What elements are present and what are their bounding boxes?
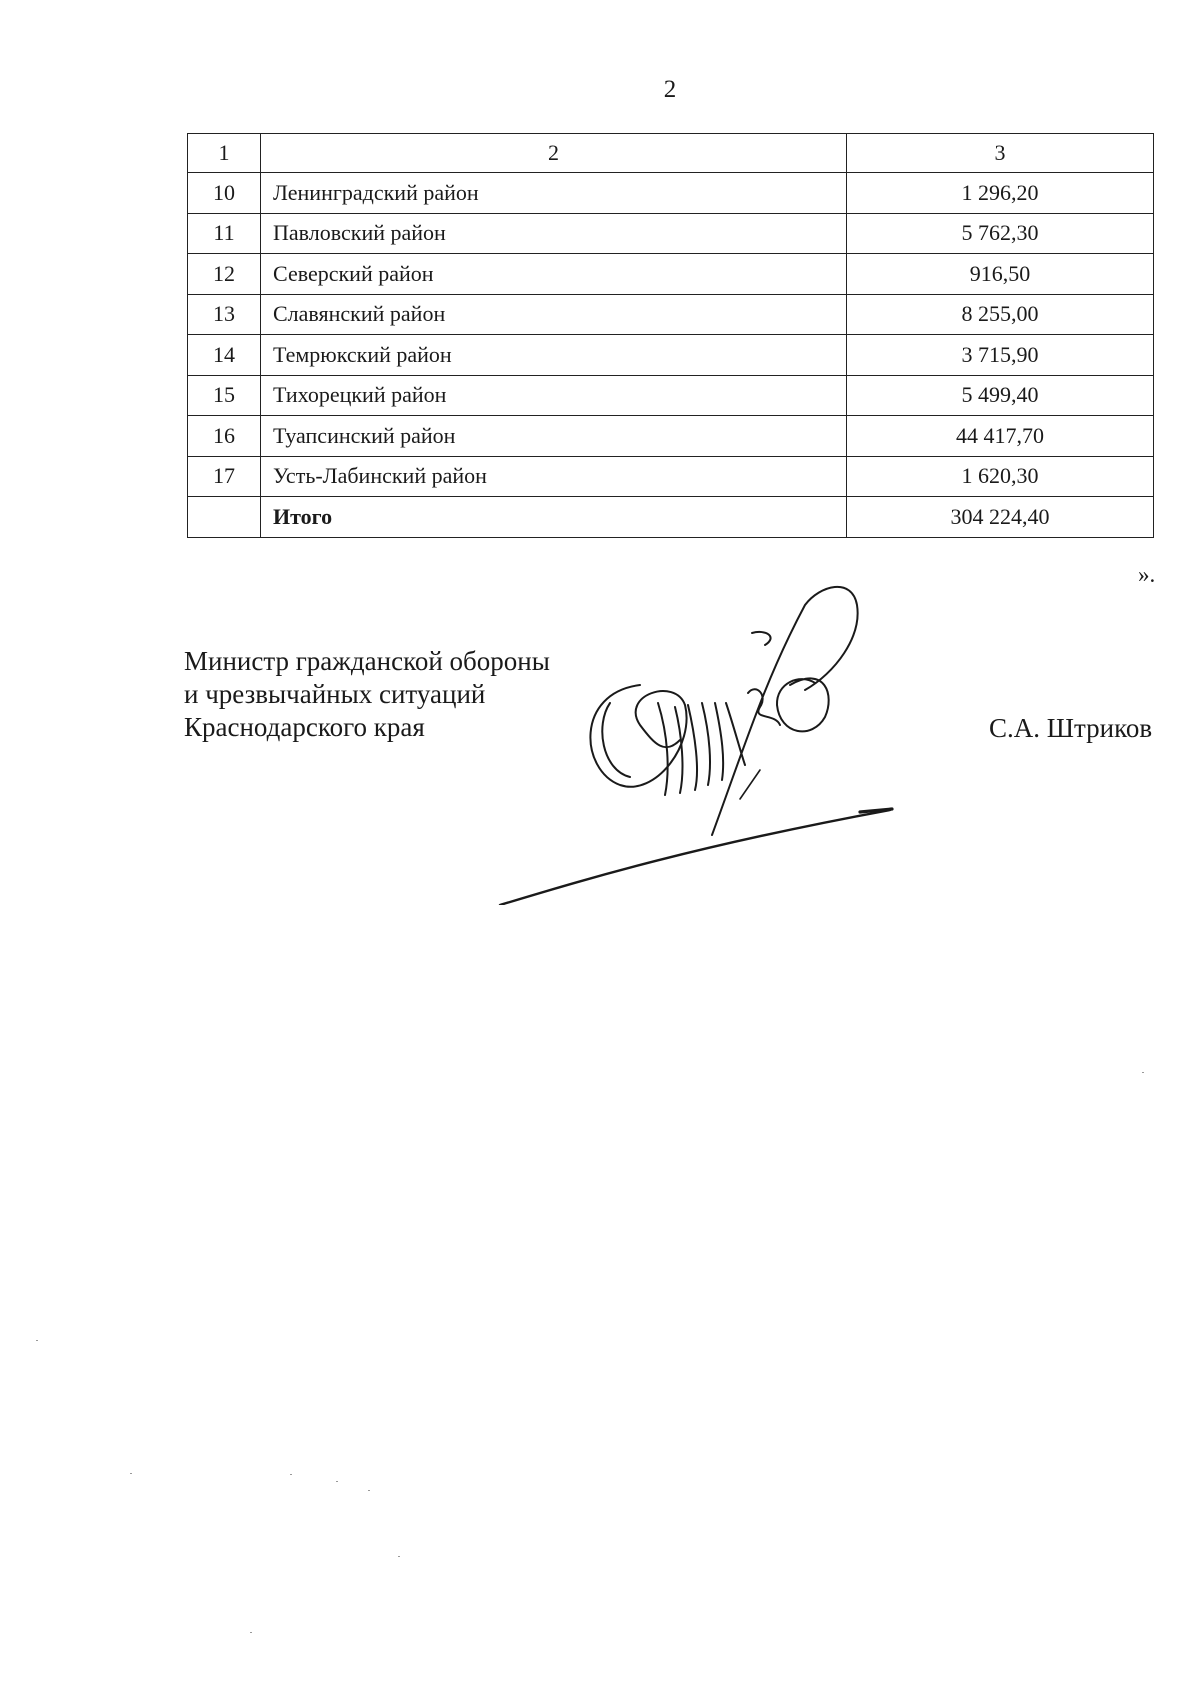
table-row xyxy=(188,375,1154,416)
scan-speck xyxy=(368,1490,370,1491)
data-table xyxy=(187,133,1154,538)
row-number: 15 xyxy=(188,375,261,416)
amount-value: 8 255,00 xyxy=(847,294,1154,335)
table-row xyxy=(188,213,1154,254)
total-label: Итого xyxy=(261,497,847,538)
total-number xyxy=(188,497,261,538)
table-header-cell: 1 xyxy=(188,134,261,173)
row-number: 11 xyxy=(188,213,261,254)
district-name: Северский район xyxy=(261,254,847,295)
amount-value: 5 762,30 xyxy=(847,213,1154,254)
row-number: 10 xyxy=(188,173,261,214)
scan-speck xyxy=(290,1474,292,1475)
scan-speck xyxy=(36,1340,38,1341)
table-row xyxy=(188,294,1154,335)
district-name: Усть-Лабинский район xyxy=(261,456,847,497)
district-name: Темрюкский район xyxy=(261,335,847,376)
amount-value: 1 296,20 xyxy=(847,173,1154,214)
table-header-row xyxy=(188,134,1154,173)
amount-value: 3 715,90 xyxy=(847,335,1154,376)
district-name: Ленинградский район xyxy=(261,173,847,214)
district-name: Туапсинский район xyxy=(261,416,847,457)
total-row xyxy=(188,497,1154,538)
row-number: 13 xyxy=(188,294,261,335)
table-row xyxy=(188,456,1154,497)
scan-speck xyxy=(250,1632,252,1633)
handwritten-signature xyxy=(490,585,910,905)
amount-value: 5 499,40 xyxy=(847,375,1154,416)
row-number: 12 xyxy=(188,254,261,295)
position-line: и чрезвычайных ситуаций xyxy=(184,679,486,709)
scan-speck xyxy=(398,1556,400,1557)
district-name: Павловский район xyxy=(261,213,847,254)
total-value: 304 224,40 xyxy=(847,497,1154,538)
row-number: 17 xyxy=(188,456,261,497)
table-row xyxy=(188,254,1154,295)
position-line: Министр гражданской обороны xyxy=(184,646,550,676)
page-number: 2 xyxy=(663,76,677,103)
closing-quote: ». xyxy=(1138,562,1156,587)
amount-value: 916,50 xyxy=(847,254,1154,295)
district-name: Славянский район xyxy=(261,294,847,335)
table-row xyxy=(188,173,1154,214)
position-line: Краснодарского края xyxy=(184,712,425,742)
table-header-cell: 3 xyxy=(847,134,1154,173)
table-row xyxy=(188,335,1154,376)
district-name: Тихорецкий район xyxy=(261,375,847,416)
table-row xyxy=(188,416,1154,457)
row-number: 16 xyxy=(188,416,261,457)
table-header-cell: 2 xyxy=(261,134,847,173)
scan-speck xyxy=(130,1473,132,1474)
scan-speck xyxy=(336,1481,338,1482)
signer-name: С.А. Штриков xyxy=(989,713,1153,743)
scan-speck xyxy=(1142,1072,1144,1073)
amount-value: 1 620,30 xyxy=(847,456,1154,497)
amount-value: 44 417,70 xyxy=(847,416,1154,457)
row-number: 14 xyxy=(188,335,261,376)
